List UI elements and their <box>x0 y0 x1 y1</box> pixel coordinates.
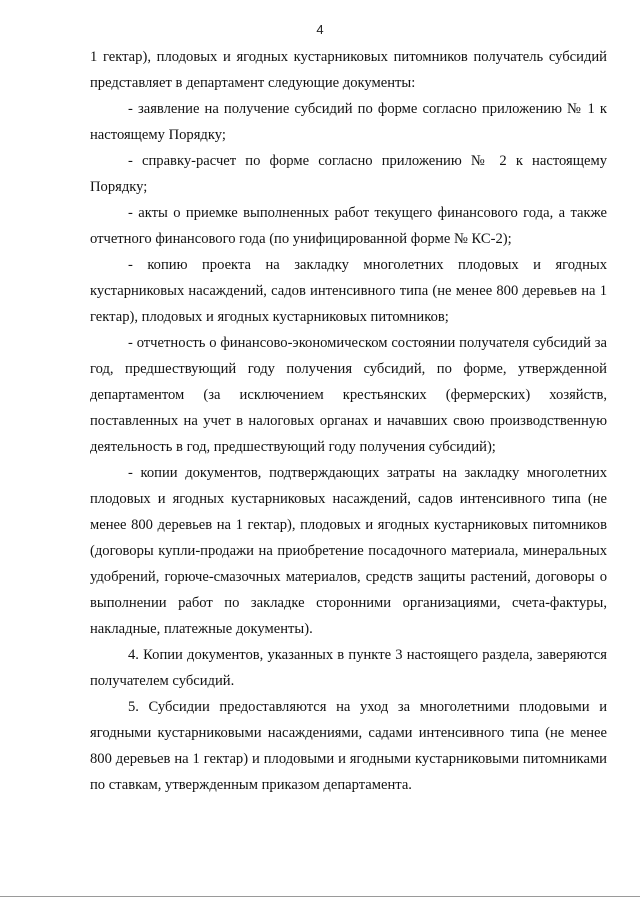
paragraph-clause-5: 5. Субсидии предоставляются на уход за многолетними плодовыми и ягодными кустарниковыми насаждениями, садами интенсивного типа (не менее 800 деревьев на 1 гектар) и плодовыми и ягодными кустарниковыми питомниками по ставкам, утвержденным приказом департамента. <box>90 699 607 793</box>
list-item-application: - заявление на получение субсидий по форме согласно приложению № 1 к настоящему Порядку; <box>90 101 607 143</box>
paragraph-clause-4: 4. Копии документов, указанных в пункте 3 настоящего раздела, заверяются получателем субсидий. <box>90 647 607 689</box>
list-item-financial-report: - отчетность о финансово-экономическом состоянии получателя субсидий за год, предшествующий году получения субсидий, по форме, утвержденной департаментом (за исключением крестьянских (фермерских) хозяйств, поставленных на учет в налоговых органах и начавших свою производственную деятельность в год, предшествующий году получения субсидий); <box>90 335 607 455</box>
page-bottom-divider <box>0 896 640 897</box>
page-number: 4 <box>316 22 324 37</box>
list-item-acceptance-acts: - акты о приемке выполненных работ текущего финансового года, а также отчетного финансового года (по унифицированной форме № КС-2); <box>90 205 607 247</box>
document-body <box>90 44 607 798</box>
list-item-calculation: - справку-расчет по форме согласно приложению № 2 к настоящему Порядку; <box>90 153 607 195</box>
list-item-project-copy: - копию проекта на закладку многолетних плодовых и ягодных кустарниковых насаждений, садов интенсивного типа (не менее 800 деревьев на 1 гектар), плодовых и ягодных кустарниковых питомников; <box>90 257 607 325</box>
paragraph-continuation: 1 гектар), плодовых и ягодных кустарниковых питомников получатель субсидий представляет в департамент следующие документы: <box>90 49 607 91</box>
list-item-expense-documents: - копии документов, подтверждающих затраты на закладку многолетних плодовых и ягодных кустарниковых насаждений, садов интенсивного типа (не менее 800 деревьев на 1 гектар), плодовых и ягодных кустарниковых питомников (договоры купли-продажи на приобретение посадочного материала, минеральных удобрений, горюче-смазочных материалов, средств защиты растений, договоры о выполнении работ по закладке сторонними организациями, счета-фактуры, накладные, платежные документы). <box>90 465 607 637</box>
